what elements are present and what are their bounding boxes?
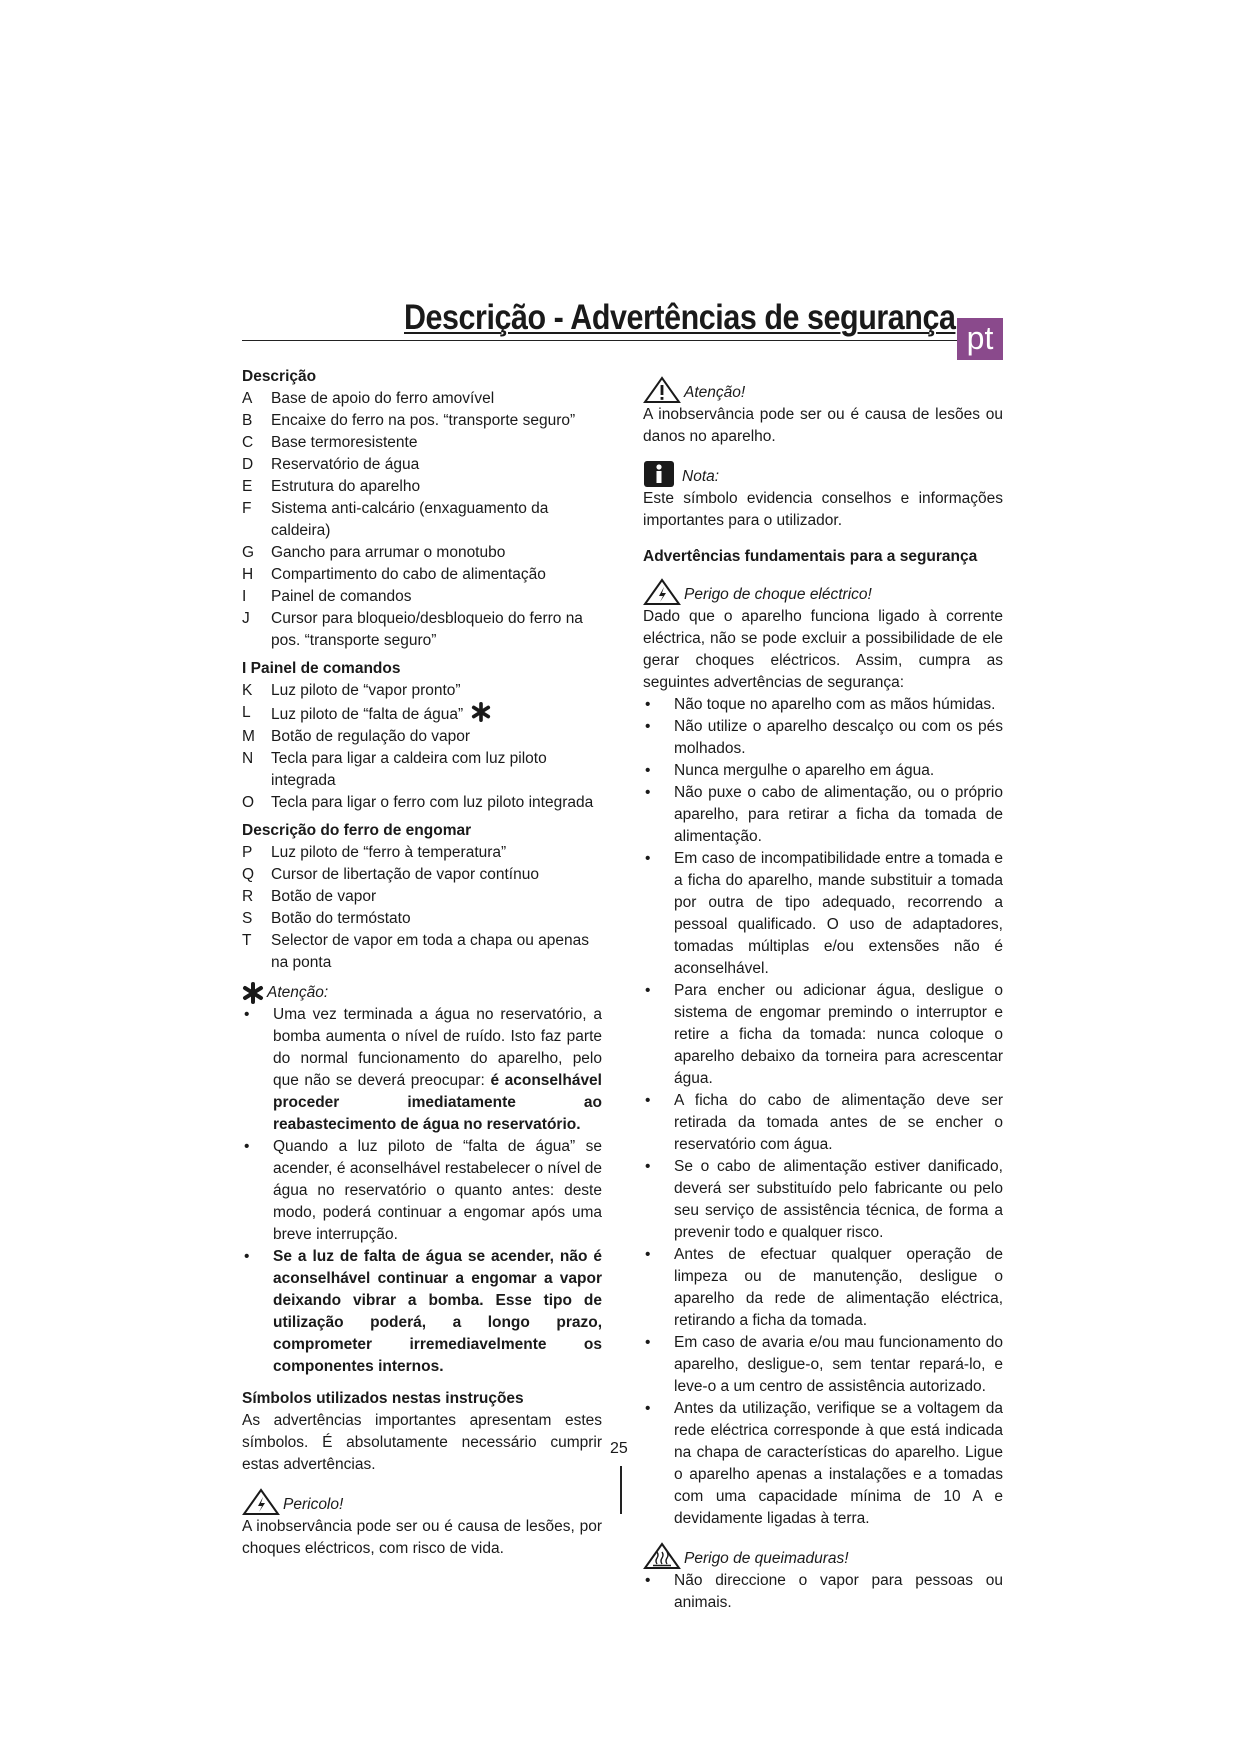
list-item (242, 748, 602, 792)
list-item (242, 702, 602, 726)
item-text: Não puxe o cabo de alimentação, ou o próprio aparelho, para retirar a ficha da tomada de alimentação. (674, 784, 1003, 845)
item-key: K (242, 682, 253, 699)
electric-hazard-icon (242, 1488, 280, 1516)
list-item (643, 1398, 1003, 1530)
list-item (643, 694, 1003, 716)
item-text: Antes de efectuar qualquer operação de limpeza ou de manutenção, desligue o aparelho da rede de alimentação eléctrica, retirando a ficha da tomada. (674, 1246, 1003, 1329)
item-key: J (242, 610, 250, 627)
asterisk-icon (471, 702, 491, 722)
shock-symbol (643, 578, 1003, 606)
attention-label: Atenção: (267, 984, 329, 1001)
symbols-heading: Símbolos utilizados nestas instruções (242, 1390, 524, 1407)
item-text: Em caso de avaria e/ou mau funcionamento do aparelho, desligue-o, sem tentar repará-lo, e leve-o a um centro de assistência autorizado. (674, 1334, 1003, 1395)
fundamental-heading: Advertências fundamentais para a segurança (643, 548, 978, 565)
list-item (242, 792, 602, 814)
bullet-icon: • (645, 784, 651, 801)
item-text: Sistema anti-calcário (enxaguamento da caldeira) (271, 500, 549, 539)
item-text: Botão de vapor (271, 888, 377, 905)
list-item (242, 886, 602, 908)
list-item (643, 716, 1003, 760)
attention-note (242, 982, 602, 1004)
list-item (242, 864, 602, 886)
item-text: Selector de vapor em toda a chapa ou apenas na ponta (271, 932, 589, 971)
danger-label: Pericolo! (283, 1496, 344, 1513)
item-text: Para encher ou adicionar água, desligue o sistema de engomar premindo o interruptor e retire a ficha da tomada: nunca coloque o aparelho debaixo da torneira para acrescentar água. (674, 982, 1003, 1087)
bullet-icon: • (645, 1092, 651, 1109)
item-text: Em caso de incompatibilidade entre a tomada e a ficha do aparelho, mande substituir a tomada por outra de tipo adequado, recorrendo a pessoal qualificado. O uso de adaptadores, tomadas múltiplas e/ou extensões não é aconselhável. (674, 850, 1003, 977)
panel-heading: I Painel de comandos (242, 660, 401, 677)
description-heading: Descrição (242, 368, 317, 385)
bullet-icon: • (645, 850, 651, 867)
item-key: T (242, 932, 252, 949)
item-key: A (242, 390, 253, 407)
item-key: G (242, 544, 255, 561)
bullet-icon: • (645, 982, 651, 999)
list-item (643, 760, 1003, 782)
bullet-icon: • (645, 696, 651, 713)
iron-list (242, 842, 602, 974)
right-column (643, 376, 1003, 1614)
caution-text: A inobservância pode ser ou é causa de lesões ou danos no aparelho. (643, 406, 1003, 445)
hot-surface-icon (643, 1542, 681, 1570)
item-key: D (242, 456, 254, 473)
shock-intro: Dado que o aparelho funciona ligado à corrente eléctrica, não se pode excluir a possibilidade de ele gerar choques eléctricos. Assim, cumpra as seguintes advertências de segurança: (643, 608, 1003, 691)
item-text: Não utilize o aparelho descalço ou com os pés molhados. (674, 718, 1003, 757)
item-text: Encaixe do ferro na pos. “transporte seguro” (271, 412, 576, 429)
list-item (242, 726, 602, 748)
list-item (242, 908, 602, 930)
symbols-intro: As advertências importantes apresentam estes símbolos. É absolutamente necessário cumprir estas advertências. (242, 1412, 602, 1473)
item-key: E (242, 478, 253, 495)
language-badge: pt (957, 318, 1003, 360)
bullet-icon: • (645, 1400, 651, 1417)
bullet-icon: • (645, 1334, 651, 1351)
item-text: Compartimento do cabo de alimentação (271, 566, 546, 583)
item-text: Luz piloto de “vapor pronto” (271, 682, 461, 699)
item-text: Cursor de libertação de vapor contínuo (271, 866, 539, 883)
bullet-icon: • (645, 718, 651, 735)
item-key: B (242, 412, 253, 429)
shock-list (643, 694, 1003, 1530)
item-text: Luz piloto de “ferro à temperatura” (271, 844, 507, 861)
item-key: Q (242, 866, 255, 883)
item-text: Não direccione o vapor para pessoas ou animais. (674, 1572, 1003, 1611)
list-item (242, 388, 602, 410)
item-text: Base de apoio do ferro amovível (271, 390, 495, 407)
list-item (242, 476, 602, 498)
page-number-rule (620, 1466, 622, 1514)
list-item (643, 848, 1003, 980)
item-text: Tecla para ligar o ferro com luz piloto integrada (271, 794, 594, 811)
item-key: N (242, 750, 254, 767)
item-key: H (242, 566, 254, 583)
attention-1-text: Uma vez terminada a água no reservatório, a bomba aumenta o nível de ruído. Isto faz parte do normal funcionamento do aparelho, pelo que não se deverá preocupar: (273, 1006, 602, 1089)
bullet-icon: • (645, 1246, 651, 1263)
item-text: Antes da utilização, verifique se a voltagem da rede eléctrica corresponde à que está indicada na chapa de características do aparelho. Ligue o aparelho apenas a instalações e a tomadas com uma capacidade mínima de 10 A e devidamente ligadas à terra. (674, 1400, 1003, 1527)
danger-text: A inobservância pode ser ou é causa de lesões, por choques eléctricos, com risco de vida. (242, 1518, 602, 1557)
item-key: F (242, 500, 252, 517)
list-item (242, 454, 602, 476)
note-label: Nota: (682, 468, 720, 485)
item-key: S (242, 910, 253, 927)
list-item (643, 1156, 1003, 1244)
attention-3-text: Se a luz de falta de água se acender, não é aconselhável continuar a engomar a vapor deixando vibrar a bomba. Esse tipo de utilização poderá, a longo prazo, comprometer irremediavelmente os componentes internos. (273, 1248, 602, 1375)
description-list (242, 388, 602, 652)
shock-label: Perigo de choque eléctrico! (684, 586, 872, 603)
list-item: • Uma vez terminada a água no reservatório, a bomba aumenta o nível de ruído. Isto faz parte do normal funcionamento do aparelho, pelo que não se deverá preocupar: é aconselhável proceder imediatamente ao reabastecimento de água no reservatório. (244, 1006, 602, 1133)
attention-1-emphasis: é aconselhável proceder imediatamente ao reabastecimento de água no reservatório. (273, 1072, 602, 1133)
attention-list (242, 1004, 602, 1378)
item-text: A ficha do cabo de alimentação deve ser retirada da tomada antes de se encher o reservatório com água. (674, 1092, 1003, 1153)
iron-heading: Descrição do ferro de engomar (242, 822, 472, 839)
list-item (242, 842, 602, 864)
item-key: I (242, 588, 247, 605)
warning-icon (643, 376, 681, 404)
list-item (242, 608, 602, 652)
asterisk-icon (242, 982, 264, 1004)
item-text: Botão do termóstato (271, 910, 411, 927)
item-text: Cursor para bloqueio/desbloqueio do ferro na pos. “transporte seguro” (271, 610, 583, 649)
burn-symbol (643, 1542, 1003, 1570)
item-text: Reservatório de água (271, 456, 420, 473)
electric-hazard-icon (643, 578, 681, 606)
item-text: Gancho para arrumar o monotubo (271, 544, 506, 561)
header-rule (242, 340, 962, 341)
bullet-icon: • (645, 762, 651, 779)
list-item (242, 432, 602, 454)
item-text: Não toque no aparelho com as mãos húmidas. (674, 696, 996, 713)
item-key: M (242, 728, 255, 745)
item-key: R (242, 888, 254, 905)
info-icon (643, 460, 675, 488)
list-item (643, 980, 1003, 1090)
burn-label: Perigo de queimaduras! (684, 1550, 849, 1567)
item-text: Botão de regulação do vapor (271, 728, 471, 745)
bullet-icon: • (645, 1572, 651, 1589)
list-item (242, 930, 602, 974)
burn-list (643, 1570, 1003, 1614)
item-text: Se o cabo de alimentação estiver danificado, deverá ser substituído pelo fabricante ou pelo seu serviço de assistência técnica, de forma a prevenir todo e qualquer risco. (674, 1158, 1003, 1241)
list-item (643, 782, 1003, 848)
danger-symbol (242, 1488, 602, 1516)
list-item (643, 1570, 1003, 1614)
bullet-icon: • (645, 1158, 651, 1175)
list-item (242, 564, 602, 586)
item-text: Tecla para ligar a caldeira com luz piloto integrada (271, 750, 547, 789)
item-text: Nunca mergulhe o aparelho em água. (674, 762, 935, 779)
item-key: L (242, 704, 251, 721)
left-column (242, 366, 602, 1560)
note-text: Este símbolo evidencia conselhos e informações importantes para o utilizador. (643, 490, 1003, 529)
panel-list (242, 680, 602, 814)
list-item (643, 1332, 1003, 1398)
list-item: • Se a luz de falta de água se acender, não é aconselhável continuar a engomar a vapor deixando vibrar a bomba. Esse tipo de utilização poderá, a longo prazo, comprometer irremediavelmente os componentes internos. (242, 1246, 602, 1378)
item-key: P (242, 844, 253, 861)
page-title: Descrição - Advertências de segurança (404, 298, 956, 337)
list-item (643, 1090, 1003, 1156)
caution-symbol (643, 376, 1003, 404)
item-text: Estrutura do aparelho (271, 478, 421, 495)
item-text: Luz piloto de “falta de água” (271, 702, 602, 726)
list-item (643, 1244, 1003, 1332)
list-item (242, 680, 602, 702)
list-item (242, 410, 602, 432)
list-item: • Quando a luz piloto de “falta de água” se acender, é aconselhável restabelecer o nível de água no reservatório o quanto antes: deste modo, poderá continuar a engomar após uma breve interrupção. (242, 1136, 602, 1246)
page-number: 25 (610, 1440, 628, 1457)
item-key: O (242, 794, 255, 811)
list-item (242, 586, 602, 608)
caution-label: Atenção! (684, 384, 746, 401)
list-item (242, 498, 602, 542)
item-key: C (242, 434, 254, 451)
list-item (242, 542, 602, 564)
item-text: Base termoresistente (271, 434, 418, 451)
note-symbol (643, 460, 1003, 488)
attention-2-text: Quando a luz piloto de “falta de água” se acender, é aconselhável restabelecer o nível de água no reservatório o quanto antes: deste modo, poderá continuar a engomar após uma breve interrupção. (273, 1138, 602, 1243)
item-text: Painel de comandos (271, 588, 412, 605)
